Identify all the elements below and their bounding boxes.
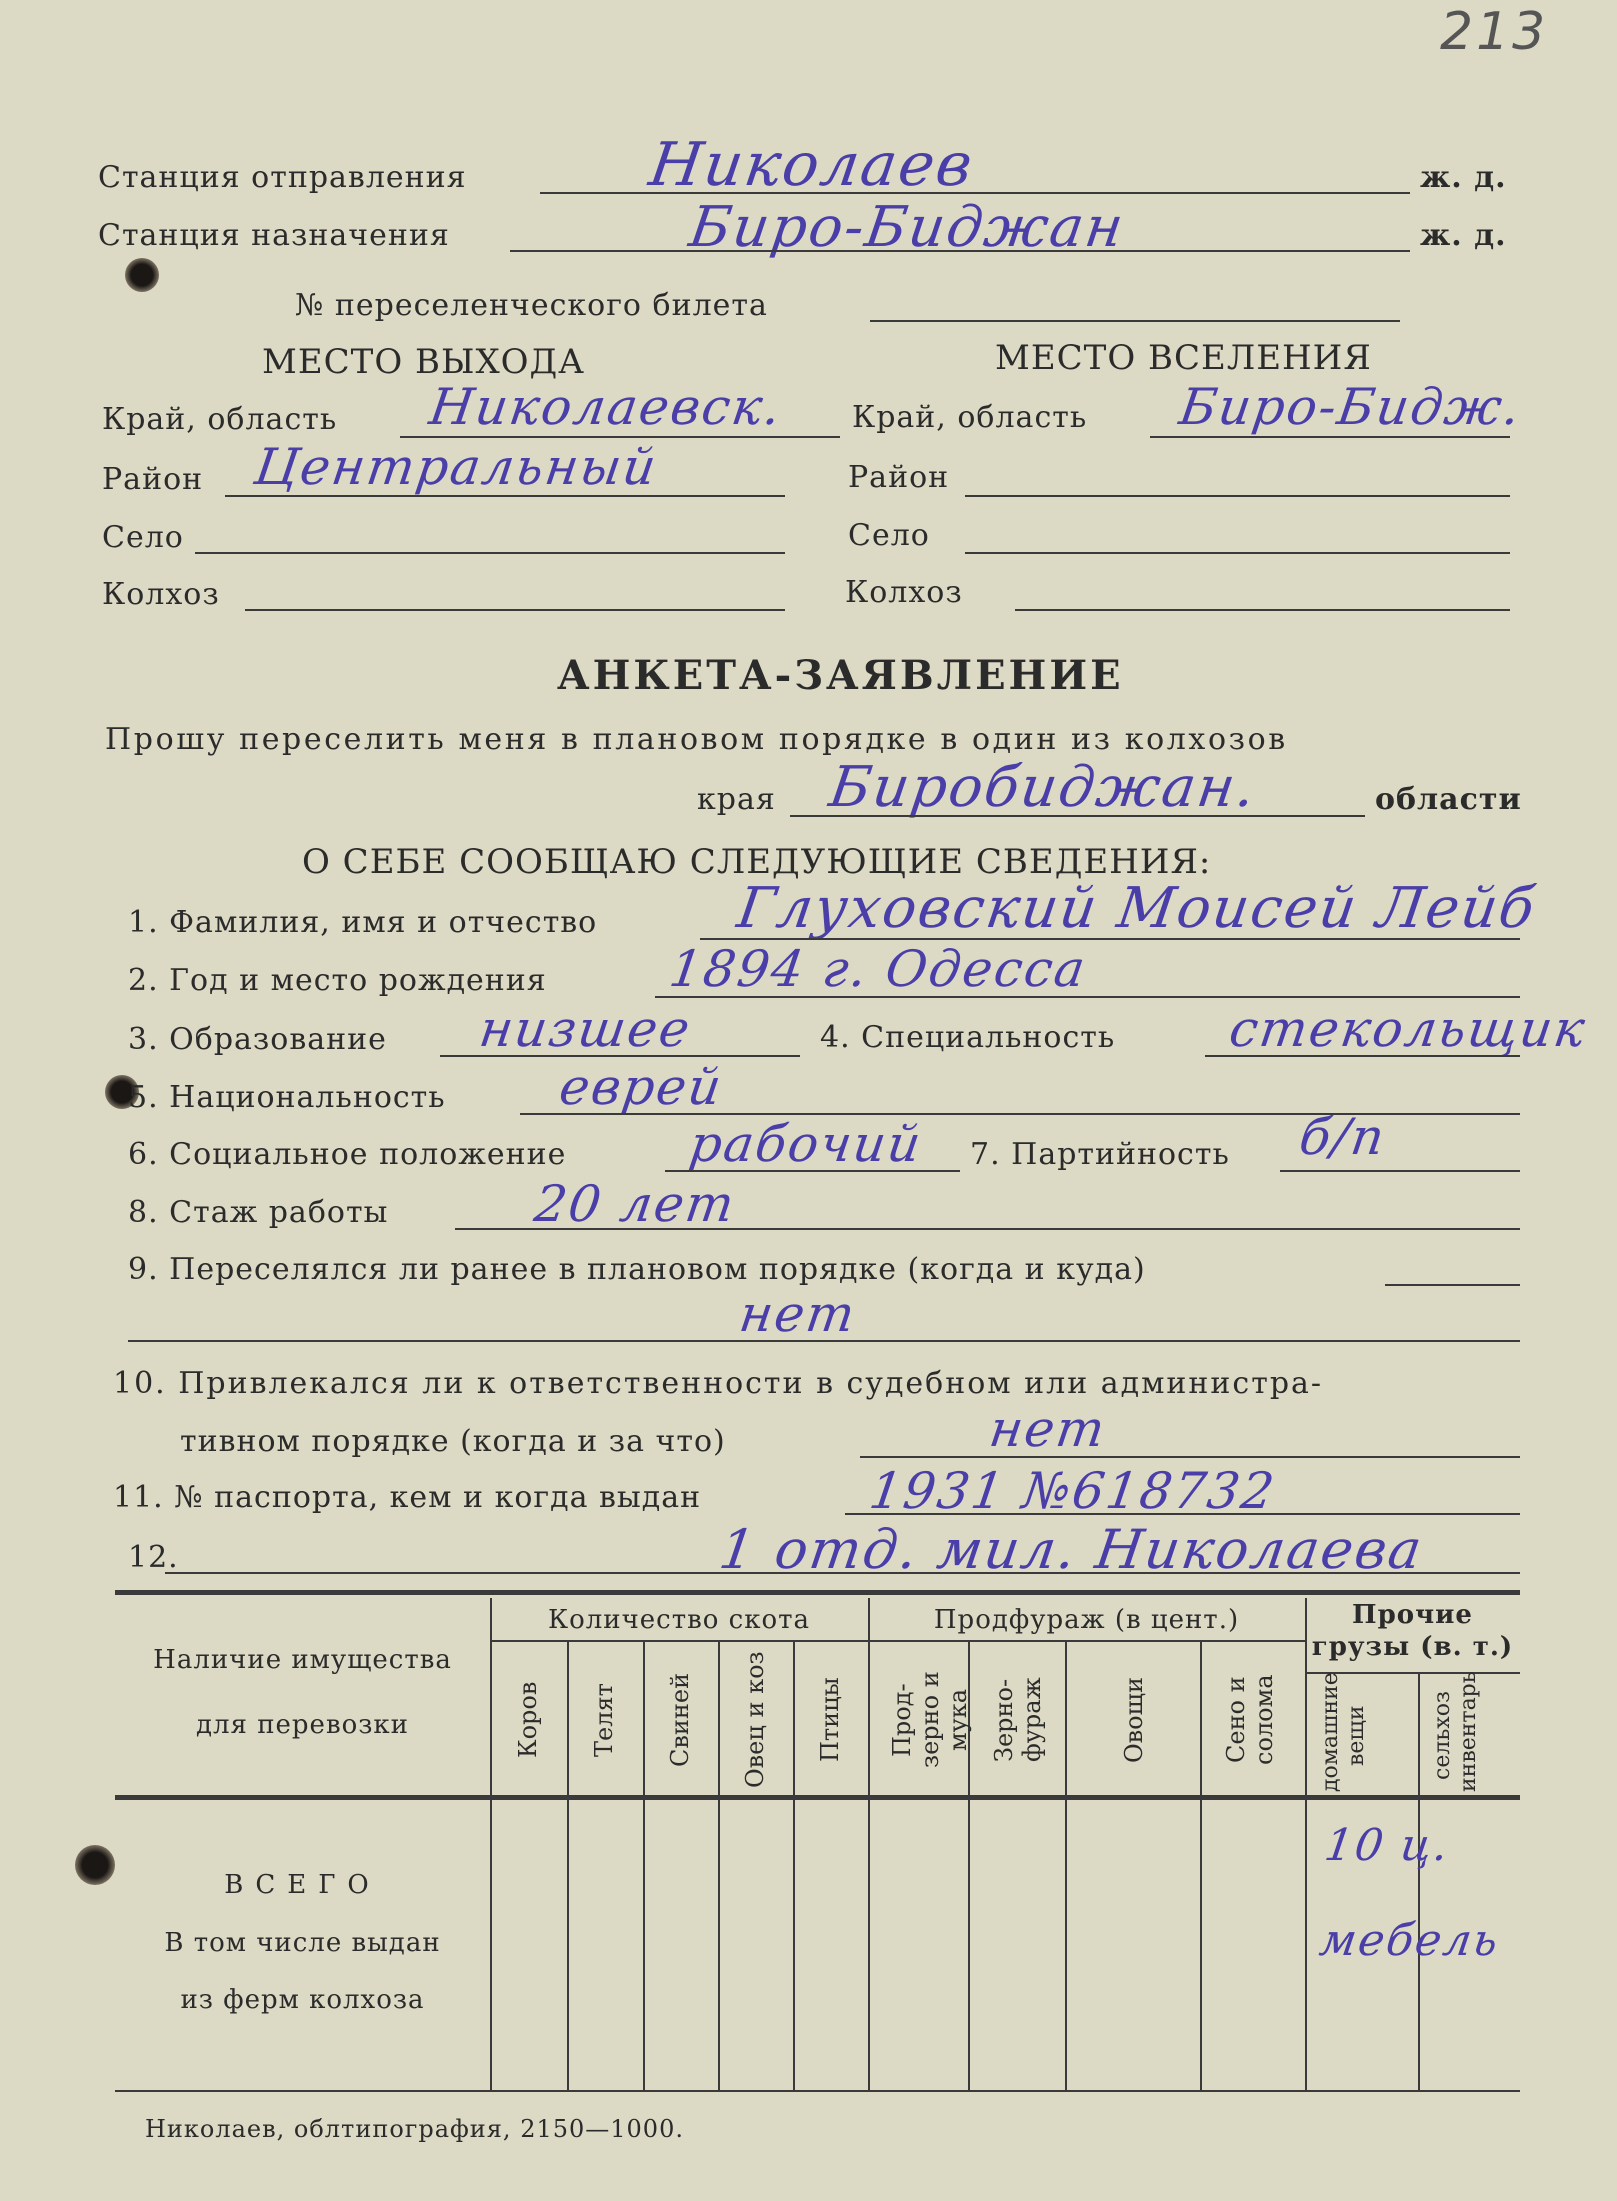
destination-village-label: Село — [848, 518, 930, 553]
group-other-line2: грузы (в. т.) — [1311, 1632, 1514, 1662]
table-header-border — [115, 1795, 1520, 1800]
departure-station-line — [540, 192, 1410, 194]
table-divider — [868, 1598, 870, 2090]
destination-kolkhoz-label: Колхоз — [845, 575, 963, 610]
railway-suffix: ж. д. — [1420, 218, 1507, 253]
origin-region-value: Николаевск. — [425, 378, 786, 436]
destination-station-line — [510, 250, 1410, 252]
item-2-value: 1894 г. Одесса — [665, 940, 1091, 998]
item-4-label: 4. Специальность — [820, 1020, 1116, 1055]
printer-footer: Николаев, облтипография, 2150—1000. — [145, 2115, 684, 2143]
group-other-line1: Прочие — [1352, 1600, 1473, 1630]
item-8-line — [455, 1228, 1520, 1230]
item-8-label: 8. Стаж работы — [128, 1195, 389, 1230]
other-cargo-value: мебель — [1316, 1915, 1503, 1966]
column-header: Зерно-фураж — [990, 1677, 1046, 1763]
item-6-value: рабочий — [685, 1115, 927, 1173]
item-5-label: 5. Национальность — [128, 1080, 446, 1115]
item-9-value: нет — [735, 1285, 861, 1343]
origin-kolkhoz-label: Колхоз — [102, 577, 220, 612]
origin-region-label: Край, область — [102, 402, 338, 437]
table-divider — [718, 1640, 720, 2090]
item-7-value: б/п — [1295, 1108, 1390, 1166]
item-5-value: еврей — [555, 1058, 727, 1116]
item-12-label: 12. — [128, 1540, 179, 1575]
item-7-line — [1280, 1170, 1520, 1172]
origin-district-line — [225, 495, 785, 497]
item-11-line — [845, 1513, 1520, 1515]
item-10-line — [860, 1456, 1520, 1458]
destination-region-value: Биро-Бидж. — [1175, 378, 1526, 436]
table-divider — [1200, 1640, 1202, 2090]
request-text: Прошу переселить меня в плановом порядке в один из колхозов — [105, 722, 1288, 757]
column-header: Сено и солома — [1222, 1674, 1278, 1766]
item-1-value: Глуховский Моисей Лейб — [733, 876, 1541, 941]
about-heading: О СЕБЕ СООБЩАЮ СЛЕДУЮЩИЕ СВЕДЕНИЯ: — [302, 842, 1212, 882]
group-livestock: Количество скота — [547, 1605, 811, 1635]
form-title: АНКЕТА-ЗАЯВЛЕНИЕ — [557, 652, 1124, 699]
krai-label: края — [697, 782, 776, 817]
item-6-label: 6. Социальное положение — [128, 1137, 567, 1172]
item-3-line — [440, 1055, 800, 1057]
item-4-value: стекольщик — [1225, 1000, 1591, 1058]
item-11-label: 11. № паспорта, кем и когда выдан — [113, 1480, 702, 1515]
ticket-label: № переселенческого билета — [295, 288, 768, 323]
destination-heading: МЕСТО ВСЕЛЕНИЯ — [995, 338, 1372, 378]
total-sub-line2: из ферм колхоза — [180, 1985, 425, 2015]
origin-village-label: Село — [102, 520, 184, 555]
oblast-label: области — [1375, 782, 1522, 817]
table-divider — [643, 1640, 645, 2090]
origin-kolkhoz-line — [245, 609, 785, 611]
departure-station-label: Станция отправления — [98, 160, 467, 195]
column-header: Телят — [590, 1683, 618, 1757]
item-7-label: 7. Партийность — [970, 1137, 1230, 1172]
total-sub-line1: В том числе выдан — [164, 1928, 441, 1958]
origin-district-label: Район — [102, 462, 204, 497]
item-10-label-line1: 10. Привлекался ли к ответственности в судебном или администра- — [113, 1366, 1324, 1401]
item-4-line — [1205, 1055, 1520, 1057]
item-3-value: низшее — [475, 1000, 696, 1058]
destination-district-label: Район — [848, 460, 950, 495]
origin-district-value: Центральный — [250, 438, 662, 496]
item-10-value: нет — [985, 1400, 1111, 1458]
origin-heading: МЕСТО ВЫХОДА — [262, 342, 585, 382]
other-cargo-value: 10 ц. — [1321, 1820, 1454, 1871]
item-6-line — [665, 1170, 960, 1172]
destination-district-line — [965, 495, 1510, 497]
column-header: домашние вещи — [1318, 1672, 1369, 1792]
krai-value: Биробиджан. — [825, 755, 1261, 820]
column-header: Овец и коз — [741, 1651, 769, 1789]
item-9-line — [1385, 1284, 1520, 1286]
table-divider — [1418, 1672, 1420, 2090]
group-feed: Продфураж (в цент.) — [933, 1605, 1240, 1635]
punch-hole — [75, 1845, 115, 1885]
item-8-value: 20 лет — [530, 1175, 740, 1233]
punch-hole — [125, 258, 159, 292]
table-bottom-border — [115, 2090, 1520, 2092]
item-1-label: 1. Фамилия, имя и отчество — [128, 905, 598, 940]
table-group-border — [490, 1640, 1305, 1642]
column-header: Овощи — [1120, 1677, 1148, 1763]
item-9-line-2 — [128, 1340, 1520, 1342]
row-header-line1: Наличие имущества — [153, 1645, 452, 1675]
column-header: сельхоз инвентарь — [1430, 1671, 1481, 1792]
railway-suffix: ж. д. — [1420, 160, 1507, 195]
column-header: Птицы — [816, 1677, 844, 1763]
destination-station-label: Станция назначения — [98, 218, 450, 253]
departure-station-value: Николаев — [645, 130, 979, 200]
destination-kolkhoz-line — [1015, 609, 1510, 611]
column-header: Свиней — [666, 1672, 694, 1768]
destination-region-line — [1150, 436, 1510, 438]
column-header: Коров — [514, 1681, 542, 1759]
destination-village-line — [965, 552, 1510, 554]
destination-region-label: Край, область — [852, 400, 1088, 435]
archive-number: 213 — [1440, 2, 1549, 62]
item-2-label: 2. Год и место рождения — [128, 963, 547, 998]
row-header-line2: для перевозки — [196, 1710, 409, 1740]
ticket-line — [870, 320, 1400, 322]
krai-line — [790, 815, 1365, 817]
table-divider — [567, 1640, 569, 2090]
table-divider — [490, 1598, 492, 2090]
table-top-border — [115, 1590, 1520, 1595]
total-label: ВСЕГО — [224, 1870, 381, 1900]
item-11-value: 1931 №618732 — [865, 1462, 1280, 1520]
item-12-line — [165, 1572, 1520, 1574]
column-header: Прод-зерно и мука — [888, 1671, 972, 1769]
item-10-label-line2: тивном порядке (когда и за что) — [180, 1424, 726, 1459]
origin-village-line — [195, 552, 785, 554]
table-divider — [1065, 1640, 1067, 2090]
item-12-value: 1 отд. мил. Николаева — [715, 1518, 1428, 1581]
item-2-line — [655, 996, 1520, 998]
item-9-label: 9. Переселялся ли ранее в плановом порядке (когда и куда) — [128, 1252, 1146, 1287]
item-3-label: 3. Образование — [128, 1022, 387, 1057]
destination-station-value: Биро-Биджан — [685, 195, 1129, 260]
